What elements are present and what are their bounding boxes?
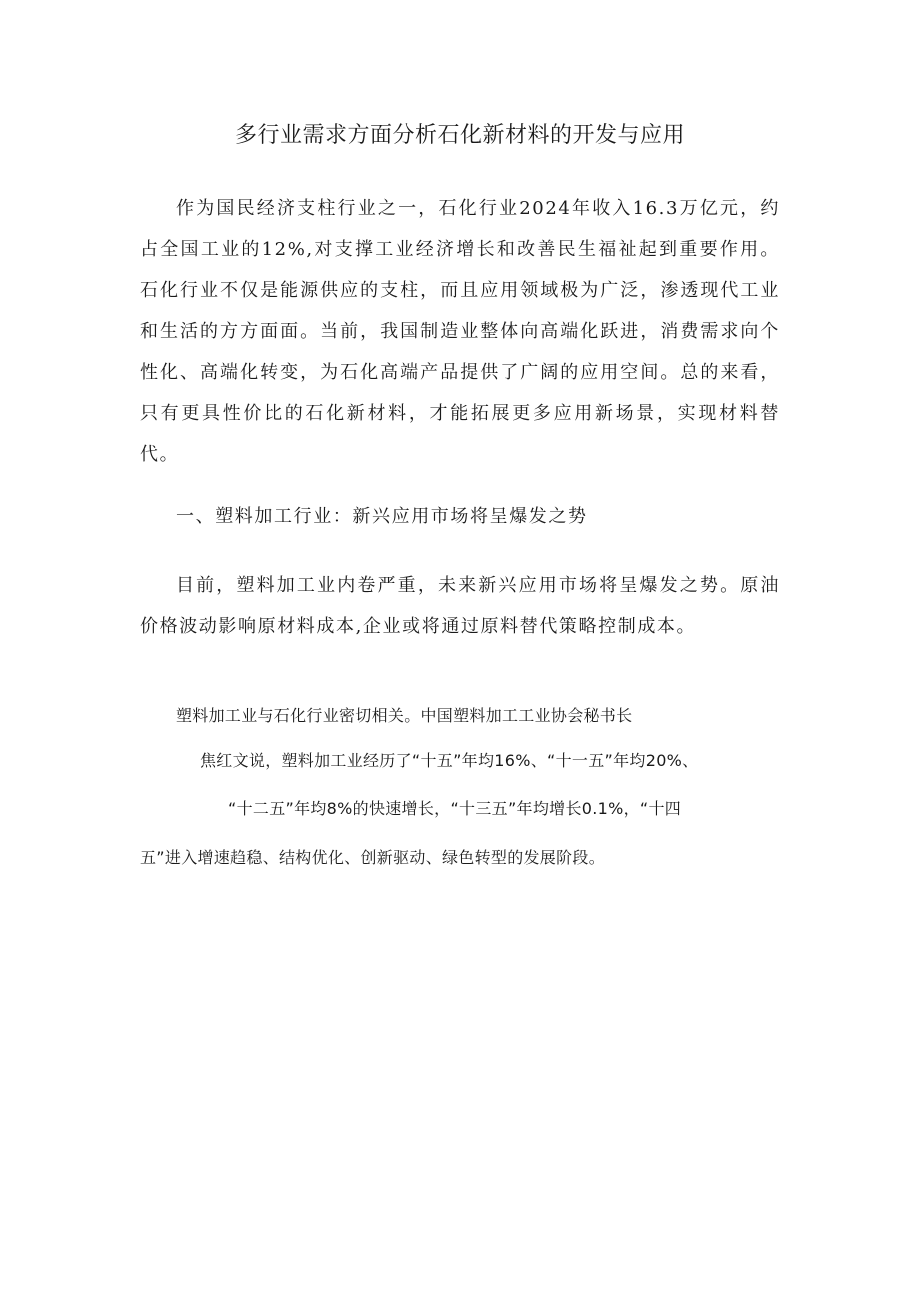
- quote-line-3: “十二五”年均8%的快速增长，“十三五”年均增长0.1%，“十四: [228, 799, 682, 818]
- quote-line-4: 五”进入增速趋稳、结构优化、创新驱动、绿色转型的发展阶段。: [140, 848, 605, 867]
- plastics-paragraph: 目前，塑料加工业内卷严重，未来新兴应用市场将呈爆发之势。原油价格波动影响原材料成本,企业或将通过原料替代策略控制成本。: [140, 575, 780, 637]
- quote-line-2: 焦红文说，塑料加工业经历了“十五”年均16%、“十一五”年均20%、: [200, 751, 699, 770]
- quote-line-1: 塑料加工业与石化行业密切相关。中国塑料加工工业协会秘书长: [176, 706, 633, 725]
- document-title: 多行业需求方面分析石化新材料的开发与应用: [234, 123, 685, 148]
- intro-paragraph: 作为国民经济支柱行业之一，石化行业2024年收入16.3万亿元，约占全国工业的12%,对支撑工业经济增长和改善民生福祉起到重要作用。石化行业不仅是能源供应的支柱，而且应用领域极为广泛，渗透现代工业和生活的方方面面。当前，我国制造业整体向高端化跃进，消费需求向个性化、高端化转变，为石化高端产品提供了广阔的应用空间。总的来看，只有更具性价比的石化新材料，才能拓展更多应用新场景，实现材料替代。: [140, 198, 780, 465]
- section-heading-plastics: 一、塑料加工行业：新兴应用市场将呈爆发之势: [176, 506, 588, 527]
